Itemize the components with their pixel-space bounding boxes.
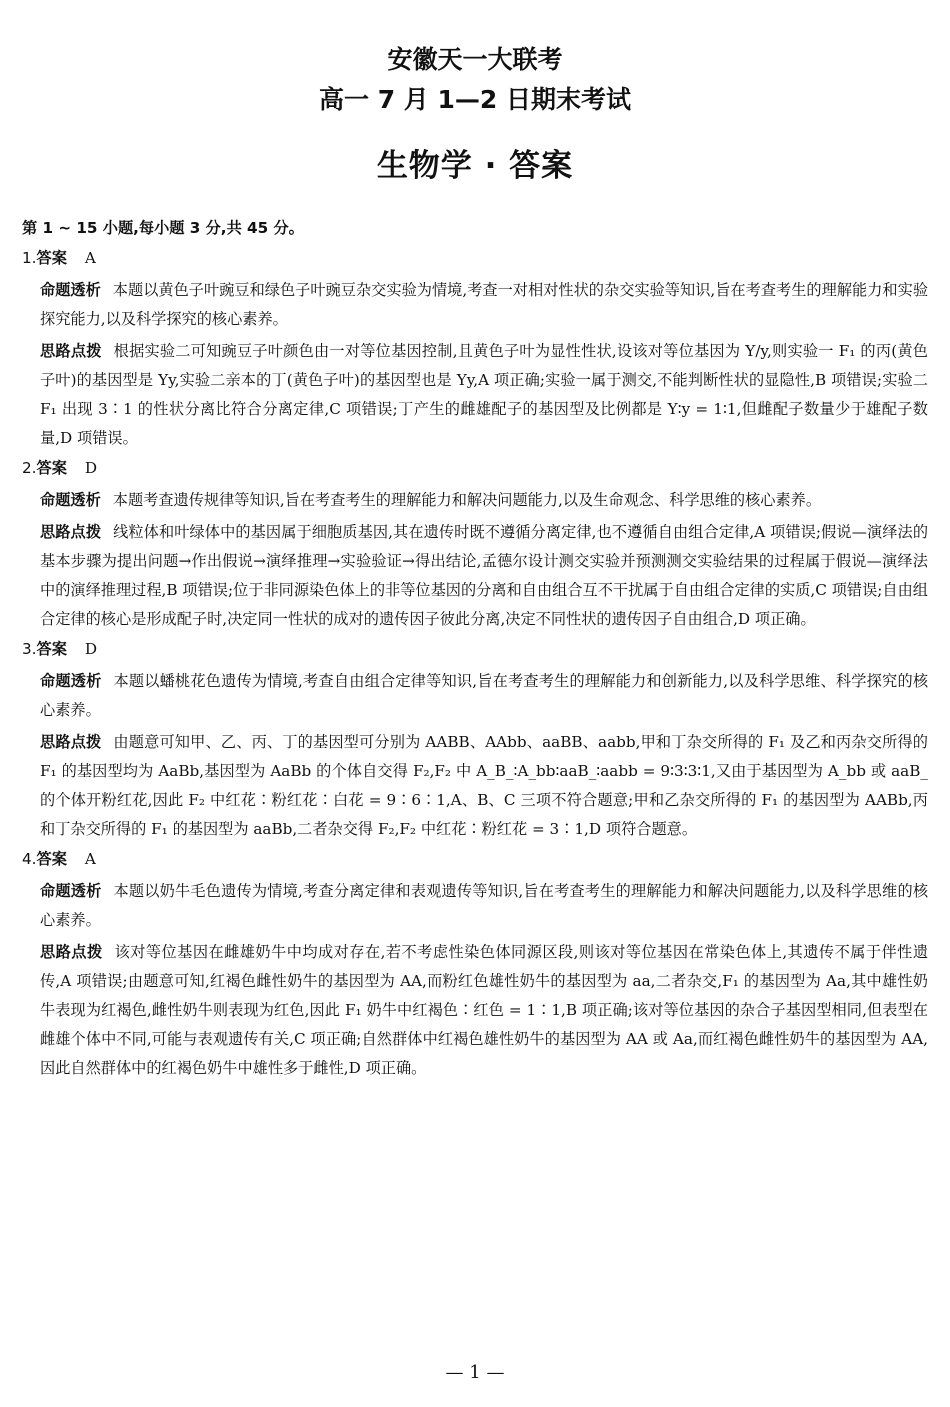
- question-number: 4.: [22, 850, 37, 868]
- question-3-hint: [22, 728, 928, 844]
- question-4-header: [22, 845, 928, 874]
- page-number: — 1 —: [445, 1362, 505, 1383]
- analysis-text: 本题以蟠桃花色遗传为情境,考查自由组合定律等知识,旨在考查考生的理解能力和创新能力,以及科学思维、科学探究的核心素养。: [40, 672, 929, 719]
- question-2-header: [22, 454, 928, 483]
- hint-label: 思路点拨: [40, 943, 103, 961]
- analysis-text: 本题以奶牛毛色遗传为情境,考查分离定律和表观遗传等知识,旨在考查考生的理解能力和解决问题能力,以及科学思维的核心素养。: [40, 882, 929, 929]
- analysis-label: 命题透析: [40, 281, 101, 299]
- analysis-label: 命题透析: [40, 672, 102, 690]
- hint-label: 思路点拨: [40, 733, 102, 751]
- section-intro: 第 1 ~ 15 小题,每小题 3 分,共 45 分。: [22, 219, 304, 237]
- question-1-header: [22, 244, 928, 273]
- question-1-analysis: [22, 276, 928, 334]
- answer-content: [22, 214, 928, 1083]
- hint-text: 由题意可知甲、乙、丙、丁的基因型可分别为 AABB、AAbb、aaBB、aabb,甲和丁杂交所得的 F₁ 及乙和丙杂交所得的 F₁ 的基因型均为 AaBb,基因型为 AaBb 的个体自交得 F₂,F₂ 中 A_B_∶A_bb∶aaB_∶aabb = 9∶3∶3∶1,又由于基因型为 A_bb 或 aaB_的个体开粉红花,因此 F₂ 中红花∶粉红花∶白花 = 9∶6∶1,A、B、C 三项不符合题意;甲和乙杂交所得的 F₁ 的基因型为 AABb,丙和丁杂交所得的 F₁ 的基因型为 aaBb,二者杂交得 F₂,F₂ 中红花∶粉红花 = 3∶1,D 项符合题意。: [40, 733, 928, 838]
- question-1-hint: [22, 337, 928, 453]
- hint-text: 该对等位基因在雌雄奶牛中均成对存在,若不考虑性染色体同源区段,则该对等位基因在常染色体上,其遗传不属于伴性遗传,A 项错误;由题意可知,红褐色雌性奶牛的基因型为 AA,而粉红色雄性奶牛的基因型为 aa,二者杂交,F₁ 的基因型为 Aa,其中雄性奶牛表现为红褐色,雌性奶牛则表现为红色,因此 F₁ 奶牛中红褐色∶红色 = 1∶1,B 项正确;该对等位基因的杂合子基因型相同,但表型在雌雄个体中不同,可能与表观遗传有关,C 项正确;自然群体中红褐色雄性奶牛的基因型为 AA 或 Aa,而红褐色雌性奶牛的基因型为 AA,因此自然群体中的红褐色奶牛中雄性多于雌性,D 项正确。: [40, 943, 929, 1077]
- answer-value: A: [84, 850, 96, 868]
- question-2-hint: [22, 518, 928, 634]
- question-3-header: [22, 635, 928, 664]
- question-number: 1.: [22, 249, 37, 267]
- answer-label: 答案: [36, 249, 67, 267]
- hint-label: 思路点拨: [40, 523, 102, 541]
- question-2-analysis: [22, 486, 928, 515]
- hint-text: 根据实验二可知豌豆子叶颜色由一对等位基因控制,且黄色子叶为显性性状,设该对等位基因为 Y/y,则实验一 F₁ 的丙(黄色子叶)的基因型是 Yy,实验二亲本的丁(黄色子叶)的基因型也是 Yy,A 项正确;实验一属于测交,不能判断性状的显隐性,B 项错误;实验二 F₁ 出现 3∶1 的性状分离比符合分离定律,C 项错误;丁产生的雌雄配子的基因型及比例都是 Y∶y = 1∶1,但雌配子数量少于雄配子数量,D 项错误。: [40, 342, 928, 447]
- answer-value: A: [84, 249, 96, 267]
- analysis-text: 本题考查遗传规律等知识,旨在考查考生的理解能力和解决问题能力,以及生命观念、科学思维的核心素养。: [112, 491, 822, 509]
- hint-text: 线粒体和叶绿体中的基因属于细胞质基因,其在遗传时既不遵循分离定律,也不遵循自由组合定律,A 项错误;假说—演绎法的基本步骤为提出问题→作出假说→演绎推理→实验验证→得出结论,孟德尔设计测交实验并预测测交实验结果的过程属于假说—演绎法中的演绎推理过程,B 项错误;位于非同源染色体上的非等位基因的分离和自由组合互不干扰属于自由组合定律的实质,C 项错误;自由组合定律的核心是形成配子时,决定同一性状的成对的遗传因子彼此分离,决定不同性状的遗传因子自由组合,D 项正确。: [40, 523, 928, 628]
- question-number: 2.: [22, 459, 37, 477]
- analysis-label: 命题透析: [40, 491, 101, 509]
- question-number: 3.: [22, 640, 37, 658]
- analysis-label: 命题透析: [40, 882, 102, 900]
- question-4-hint: [22, 938, 928, 1083]
- answer-label: 答案: [36, 459, 67, 477]
- subject-title: 生物学 · 答案: [376, 148, 574, 184]
- question-3-analysis: [22, 667, 928, 725]
- analysis-text: 本题以黄色子叶豌豆和绿色子叶豌豆杂交实验为情境,考查一对相对性状的杂交实验等知识,旨在考查考生的理解能力和实验探究能力,以及科学探究的核心素养。: [40, 281, 929, 328]
- exam-name-title: 高一 7 月 1—2 日期末考试: [318, 85, 631, 114]
- answer-label: 答案: [36, 850, 67, 868]
- answer-value: D: [84, 640, 98, 658]
- answer-label: 答案: [36, 640, 67, 658]
- hint-label: 思路点拨: [40, 342, 102, 360]
- question-4-analysis: [22, 877, 928, 935]
- answer-value: D: [84, 459, 98, 477]
- exam-organizer-title: 安徽天一大联考: [387, 45, 563, 74]
